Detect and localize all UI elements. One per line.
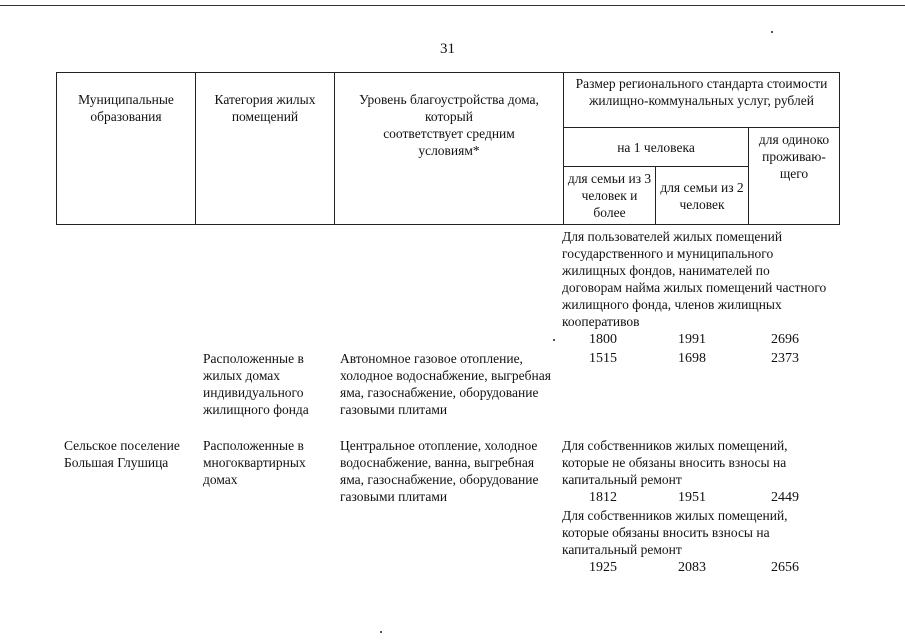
row-b-single: 2373 (771, 351, 799, 366)
users-header: Для пользователей жилых помещений государственного и муниципального жилищных фондов, нанимателей по договорам найма жилых помещений частного жилищного фонда, членов жилищных кооперативов (562, 229, 827, 329)
scan-speck (771, 31, 773, 33)
row-c-level: Центральное отопление, холодное водоснабжение, ванна, выгребная яма, газоснабжение, оборудование газовыми плитами (340, 438, 539, 504)
header-per-person: на 1 человека (564, 128, 749, 167)
row-b-family2: 1698 (678, 351, 706, 366)
row-c-municipality: Сельское поселение Большая Глушица (64, 438, 180, 470)
header-family3: для семьи из 3 человек и более (564, 167, 656, 225)
scan-speck (553, 339, 555, 341)
owners-fee-header: Для собственников жилых помещений, которые обязаны вносить взносы на капитальный ремонт (562, 508, 788, 557)
row-a-single: 2696 (771, 332, 799, 347)
page-top-border (0, 5, 905, 6)
row-d-family3: 1812 (589, 490, 617, 505)
scan-speck (380, 631, 382, 633)
header-single: для одиноко проживаю-щего (749, 128, 840, 225)
row-c-category: Расположенные в многоквартирных домах (203, 438, 306, 487)
owners-no-fee-header: Для собственников жилых помещений, которые не обязаны вносить взносы на капитальный ремонт (562, 438, 788, 487)
header-level (335, 73, 564, 225)
row-e-family3: 1925 (589, 560, 617, 575)
header-standard-group: Размер регионального стандарта стоимости жилищно-коммунальных услуг, рублей (564, 73, 840, 128)
row-b-family3: 1515 (589, 351, 617, 366)
table-header (56, 72, 840, 225)
header-family2: для семьи из 2 человек (656, 167, 749, 225)
row-d-family2: 1951 (678, 490, 706, 505)
header-level-line1: Уровень благоустройства дома, который (359, 92, 539, 124)
row-a-family3: 1800 (589, 332, 617, 347)
header-level-line2: соответствует средним условиям* (383, 126, 515, 158)
row-e-family2: 2083 (678, 560, 706, 575)
row-e-single: 2656 (771, 560, 799, 575)
row-b-category: Расположенные в жилых домах индивидуального жилищного фонда (203, 351, 309, 417)
row-b-level: Автономное газовое отопление, холодное водоснабжение, выгребная яма, газоснабжение, оборудование газовыми плитами (340, 351, 551, 417)
page-number: 31 (440, 41, 455, 57)
row-d-single: 2449 (771, 490, 799, 505)
row-a-family2: 1991 (678, 332, 706, 347)
header-municipality: Муниципальные образования (57, 73, 196, 225)
header-category: Категория жилых помещений (196, 73, 335, 225)
